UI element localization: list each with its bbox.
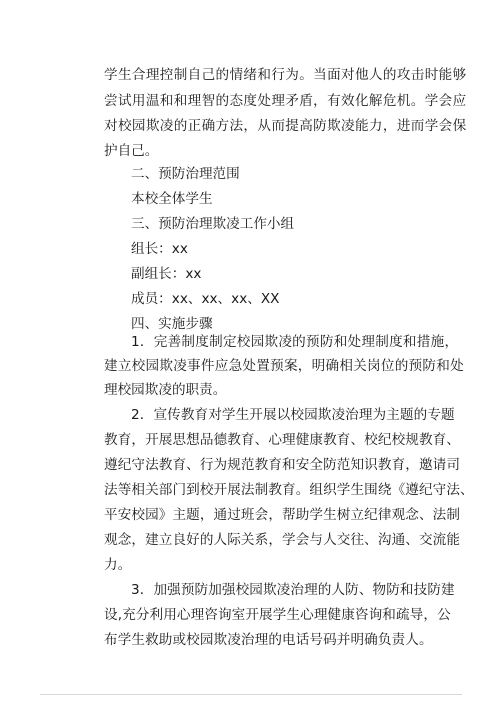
section-heading: 二、预防治理范围: [131, 166, 240, 182]
paragraph-line: 尝试用温和和理智的态度处理矛盾，有效化解危机。学会应: [104, 93, 467, 109]
deputy-leader-line: 副组长：xx: [131, 266, 202, 282]
paragraph-line: 2．宣传教育对学生开展以校园欺凌治理为主题的专题: [131, 407, 455, 423]
paragraph-line: 遵纪守法教育、行为规范教育和安全防范知识教育，邀请司: [104, 457, 461, 473]
paragraph-line: 布学生救助或校园欺凌治理的电话号码并明确负责人。: [104, 632, 433, 648]
paragraph-line: 观念，建立良好的人际关系，学会与人交往、沟通、交流能: [104, 532, 461, 548]
paragraph-line: 3．加强预防加强校园欺凌治理的人防、物防和技防建: [131, 582, 455, 598]
members-line: 成员：xx、xx、xx、XX: [131, 291, 280, 307]
section-heading: 三、预防治理欺凌工作小组: [131, 216, 295, 232]
section-heading: 四、实施步骤: [131, 316, 213, 332]
paragraph-line: 设,充分利用心理咨询室开展学生心理健康咨询和疏导，公: [104, 607, 451, 623]
paragraph-line: 法等相关部门到校开展法制教育。组织学生围绕《遵纪守法、: [104, 482, 474, 498]
body-line: 本校全体学生: [131, 191, 213, 207]
paragraph-line: 建立校园欺凌事件应急处置预案，明确相关岗位的预防和处: [104, 358, 464, 374]
paragraph-line: 1．完善制度制定校园欺凌的预防和处理制度和措施，: [131, 334, 459, 350]
paragraph-line: 理校园欺凌的职责。: [104, 382, 227, 398]
paragraph-line: 教育，开展思想品德教育、心理健康教育、校纪校规教育、: [104, 432, 461, 448]
paragraph-line: 对校园欺凌的正确方法，从而提高防欺凌能力，进而学会保: [104, 118, 467, 134]
paragraph-line: 学生合理控制自己的情绪和行为。当面对他人的攻击时能够: [104, 67, 467, 83]
page-footer-rule: [40, 694, 462, 695]
paragraph-line: 平安校园》主题，通过班会，帮助学生树立纪律观念、法制: [104, 507, 461, 523]
team-leader-line: 组长：xx: [131, 241, 188, 257]
paragraph-line: 护自己。: [104, 143, 159, 159]
paragraph-line: 力。: [104, 557, 132, 573]
